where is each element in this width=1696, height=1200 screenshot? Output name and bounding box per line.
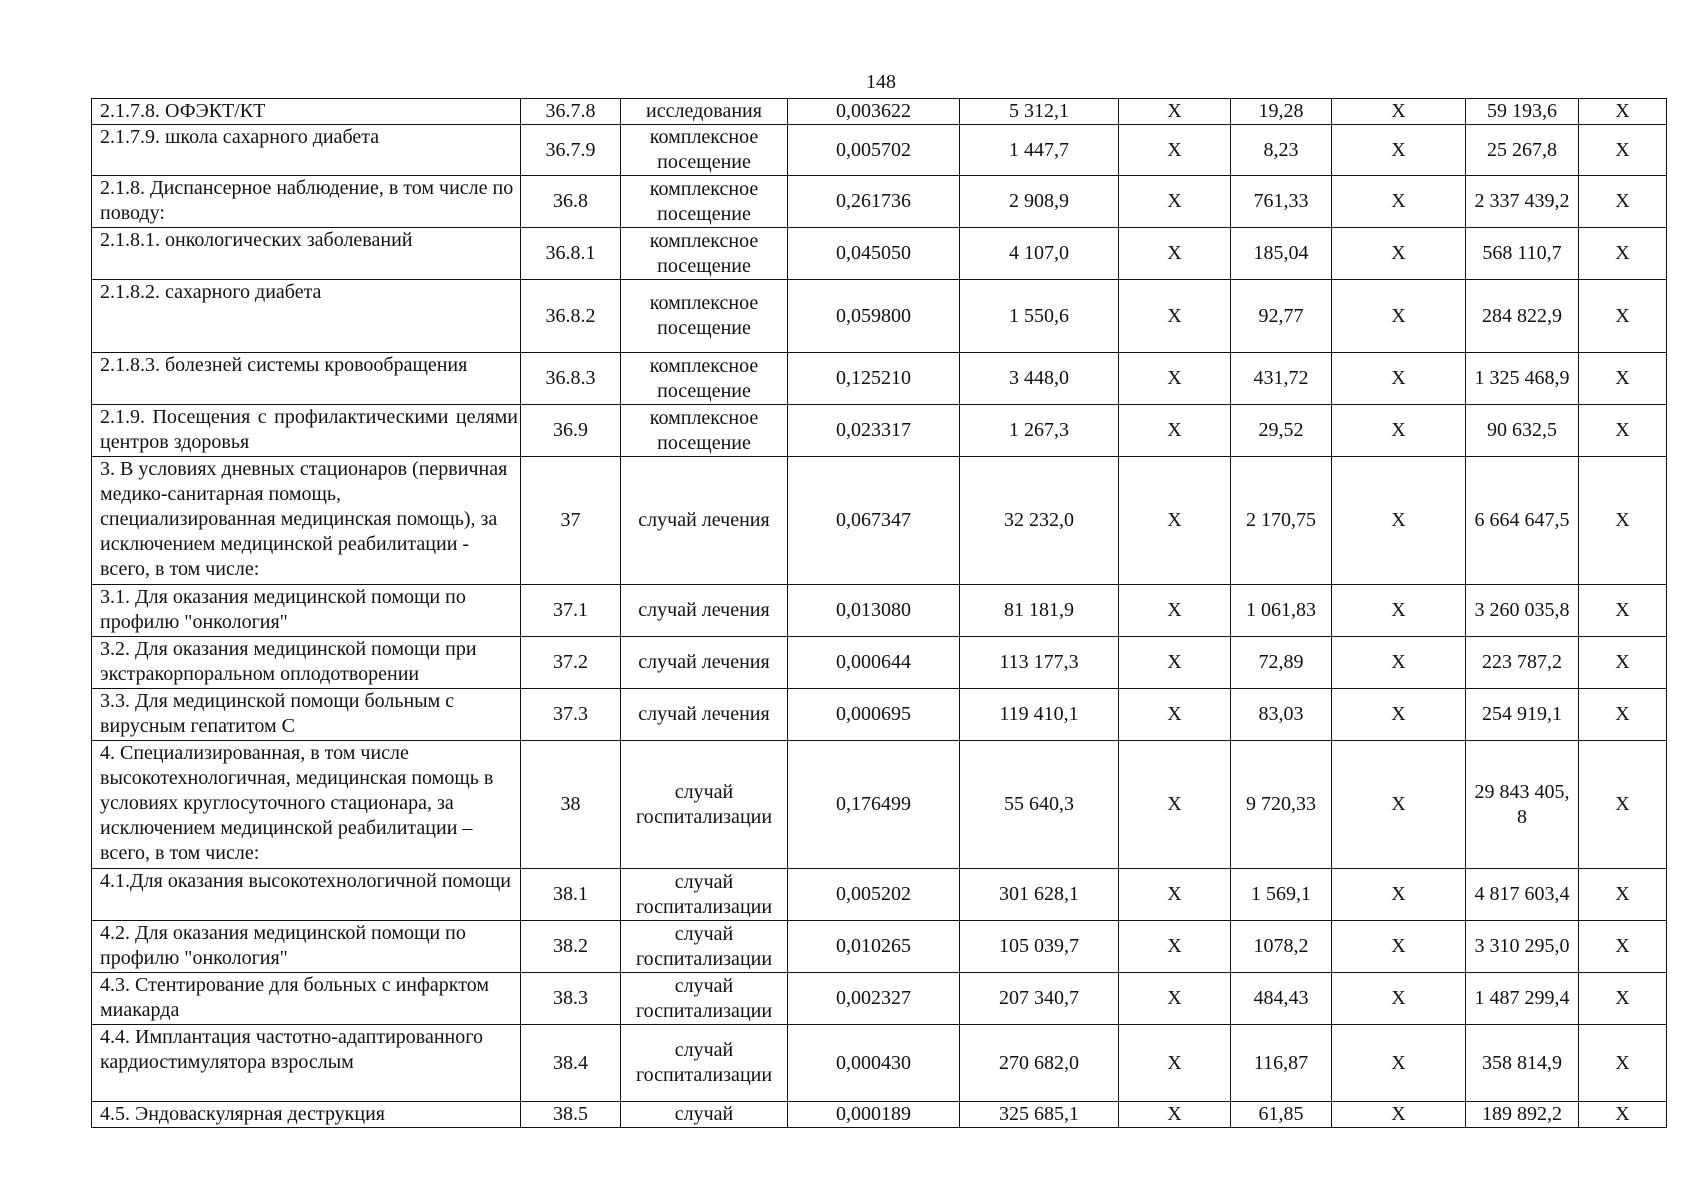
- row-name: 2.1.8.3. болезней системы кровообращения: [92, 353, 521, 405]
- row-name: 4.1.Для оказания высокотехнологичной помощи: [92, 869, 521, 921]
- row-code: 36.8.1: [521, 228, 621, 280]
- row-unit: случай лечения: [621, 585, 788, 637]
- row-total: 6 664 647,5: [1466, 457, 1579, 585]
- row-total: 189 892,2: [1466, 1102, 1579, 1128]
- row-x-marker: X: [1119, 280, 1231, 353]
- row-cost: 55 640,3: [960, 741, 1119, 869]
- row-per-capita: 19,28: [1231, 99, 1332, 125]
- row-total: 3 310 295,0: [1466, 921, 1579, 973]
- row-x-marker: X: [1119, 637, 1231, 689]
- row-cost: 325 685,1: [960, 1102, 1119, 1128]
- row-name: 2.1.8. Диспансерное наблюдение, в том числе по поводу:: [92, 176, 521, 228]
- row-cost: 113 177,3: [960, 637, 1119, 689]
- page-number: 148: [866, 71, 896, 93]
- row-name: 2.1.7.9. школа сахарного диабета: [92, 125, 521, 176]
- row-per-capita: 116,87: [1231, 1025, 1332, 1102]
- row-x-marker: X: [1332, 280, 1466, 353]
- row-per-capita: 1 569,1: [1231, 869, 1332, 921]
- row-per-capita: 761,33: [1231, 176, 1332, 228]
- row-x-marker: X: [1579, 457, 1667, 585]
- row-per-capita: 9 720,33: [1231, 741, 1332, 869]
- row-name: 2.1.9. Посещения с профилактическими целями центров здоровья: [92, 405, 521, 457]
- row-x-marker: X: [1119, 921, 1231, 973]
- table-row: [92, 228, 1667, 280]
- row-code: 38.3: [521, 973, 621, 1025]
- table-row: [92, 405, 1667, 457]
- table-row: [92, 176, 1667, 228]
- row-norm: 0,023317: [788, 405, 960, 457]
- row-x-marker: X: [1332, 99, 1466, 125]
- row-x-marker: X: [1119, 99, 1231, 125]
- row-x-marker: X: [1119, 405, 1231, 457]
- row-x-marker: X: [1332, 921, 1466, 973]
- table-row: [92, 1102, 1667, 1128]
- row-unit: исследования: [621, 99, 788, 125]
- row-x-marker: X: [1119, 973, 1231, 1025]
- row-norm: 0,000695: [788, 689, 960, 741]
- row-per-capita: 83,03: [1231, 689, 1332, 741]
- row-x-marker: X: [1119, 125, 1231, 176]
- row-code: 36.8: [521, 176, 621, 228]
- row-x-marker: X: [1332, 457, 1466, 585]
- row-cost: 5 312,1: [960, 99, 1119, 125]
- row-per-capita: 484,43: [1231, 973, 1332, 1025]
- row-x-marker: X: [1579, 637, 1667, 689]
- row-per-capita: 61,85: [1231, 1102, 1332, 1128]
- row-code: 38.2: [521, 921, 621, 973]
- table-row: [92, 973, 1667, 1025]
- row-name: 4.5. Эндоваскулярная деструкция: [92, 1102, 521, 1128]
- row-x-marker: X: [1579, 869, 1667, 921]
- row-total: 223 787,2: [1466, 637, 1579, 689]
- row-norm: 0,003622: [788, 99, 960, 125]
- row-code: 36.9: [521, 405, 621, 457]
- row-name: 4. Специализированная, в том числе высокотехнологичная, медицинская помощь в условиях круглосуточного стационара, за исключением медицинской реабилитации – всего, в том числе:: [92, 741, 521, 869]
- row-cost: 1 447,7: [960, 125, 1119, 176]
- row-total: 4 817 603,4: [1466, 869, 1579, 921]
- row-x-marker: X: [1332, 869, 1466, 921]
- row-unit: случай госпитализации: [621, 921, 788, 973]
- row-unit: случай лечения: [621, 637, 788, 689]
- row-name: 2.1.7.8. ОФЭКТ/КТ: [92, 99, 521, 125]
- row-x-marker: X: [1579, 353, 1667, 405]
- row-total: 3 260 035,8: [1466, 585, 1579, 637]
- row-x-marker: X: [1119, 457, 1231, 585]
- row-unit: случай: [621, 1102, 788, 1128]
- row-total: 2 337 439,2: [1466, 176, 1579, 228]
- row-x-marker: X: [1332, 176, 1466, 228]
- row-per-capita: 1078,2: [1231, 921, 1332, 973]
- row-per-capita: 2 170,75: [1231, 457, 1332, 585]
- row-code: 36.7.9: [521, 125, 621, 176]
- row-code: 36.8.3: [521, 353, 621, 405]
- row-norm: 0,002327: [788, 973, 960, 1025]
- row-total: 284 822,9: [1466, 280, 1579, 353]
- table-row: [92, 457, 1667, 585]
- row-x-marker: X: [1119, 353, 1231, 405]
- row-per-capita: 431,72: [1231, 353, 1332, 405]
- table-row: [92, 869, 1667, 921]
- table-row: [92, 353, 1667, 405]
- row-x-marker: X: [1119, 689, 1231, 741]
- row-x-marker: X: [1579, 741, 1667, 869]
- row-name: 2.1.8.1. онкологических заболеваний: [92, 228, 521, 280]
- row-x-marker: X: [1579, 228, 1667, 280]
- row-x-marker: X: [1332, 637, 1466, 689]
- row-cost: 32 232,0: [960, 457, 1119, 585]
- row-x-marker: X: [1332, 405, 1466, 457]
- row-x-marker: X: [1579, 585, 1667, 637]
- row-cost: 270 682,0: [960, 1025, 1119, 1102]
- row-unit: случай госпитализации: [621, 741, 788, 869]
- row-per-capita: 1 061,83: [1231, 585, 1332, 637]
- row-per-capita: 185,04: [1231, 228, 1332, 280]
- table-row: [92, 741, 1667, 869]
- row-x-marker: X: [1119, 1102, 1231, 1128]
- row-cost: 2 908,9: [960, 176, 1119, 228]
- row-code: 38: [521, 741, 621, 869]
- row-unit: случай госпитализации: [621, 973, 788, 1025]
- row-unit: комплексное посещение: [621, 280, 788, 353]
- row-name: 4.2. Для оказания медицинской помощи по профилю "онкология": [92, 921, 521, 973]
- row-x-marker: X: [1579, 280, 1667, 353]
- row-x-marker: X: [1332, 125, 1466, 176]
- row-x-marker: X: [1579, 99, 1667, 125]
- row-code: 37: [521, 457, 621, 585]
- medical-care-table: [91, 98, 1667, 1128]
- row-unit: случай госпитализации: [621, 1025, 788, 1102]
- row-x-marker: X: [1332, 228, 1466, 280]
- row-norm: 0,045050: [788, 228, 960, 280]
- row-x-marker: X: [1579, 1102, 1667, 1128]
- row-unit: комплексное посещение: [621, 405, 788, 457]
- row-x-marker: X: [1579, 125, 1667, 176]
- row-x-marker: X: [1332, 1025, 1466, 1102]
- row-norm: 0,059800: [788, 280, 960, 353]
- row-total: 1 325 468,9: [1466, 353, 1579, 405]
- row-x-marker: X: [1579, 973, 1667, 1025]
- row-total: 254 919,1: [1466, 689, 1579, 741]
- row-norm: 0,000644: [788, 637, 960, 689]
- row-x-marker: X: [1332, 585, 1466, 637]
- row-name: 3.2. Для оказания медицинской помощи при экстракорпоральном оплодотворении: [92, 637, 521, 689]
- row-total: 358 814,9: [1466, 1025, 1579, 1102]
- row-cost: 301 628,1: [960, 869, 1119, 921]
- row-norm: 0,067347: [788, 457, 960, 585]
- row-cost: 81 181,9: [960, 585, 1119, 637]
- row-x-marker: X: [1119, 869, 1231, 921]
- row-unit: случай госпитализации: [621, 869, 788, 921]
- row-norm: 0,005202: [788, 869, 960, 921]
- row-code: 37.1: [521, 585, 621, 637]
- row-name: 3. В условиях дневных стационаров (первичная медико-санитарная помощь, специализированная медицинская помощь), за исключением медицинской реабилитации - всего, в том числе:: [92, 457, 521, 585]
- row-x-marker: X: [1579, 921, 1667, 973]
- row-code: 38.5: [521, 1102, 621, 1128]
- row-cost: 207 340,7: [960, 973, 1119, 1025]
- row-total: 568 110,7: [1466, 228, 1579, 280]
- row-x-marker: X: [1332, 1102, 1466, 1128]
- table-row: [92, 921, 1667, 973]
- row-code: 38.1: [521, 869, 621, 921]
- table-body: [92, 99, 1667, 1128]
- row-x-marker: X: [1579, 405, 1667, 457]
- row-x-marker: X: [1119, 741, 1231, 869]
- table-row: [92, 99, 1667, 125]
- row-cost: 1 550,6: [960, 280, 1119, 353]
- row-x-marker: X: [1332, 689, 1466, 741]
- row-total: 90 632,5: [1466, 405, 1579, 457]
- table-row: [92, 585, 1667, 637]
- row-code: 38.4: [521, 1025, 621, 1102]
- row-norm: 0,013080: [788, 585, 960, 637]
- row-name: 3.1. Для оказания медицинской помощи по профилю "онкология": [92, 585, 521, 637]
- row-total: 59 193,6: [1466, 99, 1579, 125]
- row-total: 29 843 405, 8: [1466, 741, 1579, 869]
- table-row: [92, 280, 1667, 353]
- table-row: [92, 689, 1667, 741]
- row-x-marker: X: [1579, 689, 1667, 741]
- row-cost: 3 448,0: [960, 353, 1119, 405]
- row-code: 36.8.2: [521, 280, 621, 353]
- row-unit: комплексное посещение: [621, 176, 788, 228]
- row-norm: 0,125210: [788, 353, 960, 405]
- row-unit: комплексное посещение: [621, 353, 788, 405]
- row-unit: комплексное посещение: [621, 125, 788, 176]
- table-row: [92, 1025, 1667, 1102]
- row-x-marker: X: [1579, 1025, 1667, 1102]
- row-code: 37.2: [521, 637, 621, 689]
- row-unit: случай лечения: [621, 457, 788, 585]
- row-per-capita: 8,23: [1231, 125, 1332, 176]
- row-cost: 119 410,1: [960, 689, 1119, 741]
- row-x-marker: X: [1332, 353, 1466, 405]
- row-norm: 0,176499: [788, 741, 960, 869]
- row-x-marker: X: [1332, 973, 1466, 1025]
- row-norm: 0,010265: [788, 921, 960, 973]
- table-row: [92, 637, 1667, 689]
- row-norm: 0,000430: [788, 1025, 960, 1102]
- row-name: 2.1.8.2. сахарного диабета: [92, 280, 521, 353]
- row-code: 37.3: [521, 689, 621, 741]
- table-row: [92, 125, 1667, 176]
- row-x-marker: X: [1332, 741, 1466, 869]
- row-x-marker: X: [1119, 585, 1231, 637]
- row-cost: 105 039,7: [960, 921, 1119, 973]
- row-x-marker: X: [1119, 1025, 1231, 1102]
- row-unit: случай лечения: [621, 689, 788, 741]
- row-per-capita: 72,89: [1231, 637, 1332, 689]
- row-total: 25 267,8: [1466, 125, 1579, 176]
- row-x-marker: X: [1119, 176, 1231, 228]
- row-unit: комплексное посещение: [621, 228, 788, 280]
- row-cost: 4 107,0: [960, 228, 1119, 280]
- row-code: 36.7.8: [521, 99, 621, 125]
- row-x-marker: X: [1119, 228, 1231, 280]
- row-per-capita: 29,52: [1231, 405, 1332, 457]
- row-total: 1 487 299,4: [1466, 973, 1579, 1025]
- row-norm: 0,005702: [788, 125, 960, 176]
- row-per-capita: 92,77: [1231, 280, 1332, 353]
- row-x-marker: X: [1579, 176, 1667, 228]
- row-name: 4.4. Имплантация частотно-адаптированного кардиостимулятора взрослым: [92, 1025, 521, 1102]
- row-name: 3.3. Для медицинской помощи больным с вирусным гепатитом С: [92, 689, 521, 741]
- row-norm: 0,261736: [788, 176, 960, 228]
- row-norm: 0,000189: [788, 1102, 960, 1128]
- row-name: 4.3. Стентирование для больных с инфарктом миакарда: [92, 973, 521, 1025]
- row-cost: 1 267,3: [960, 405, 1119, 457]
